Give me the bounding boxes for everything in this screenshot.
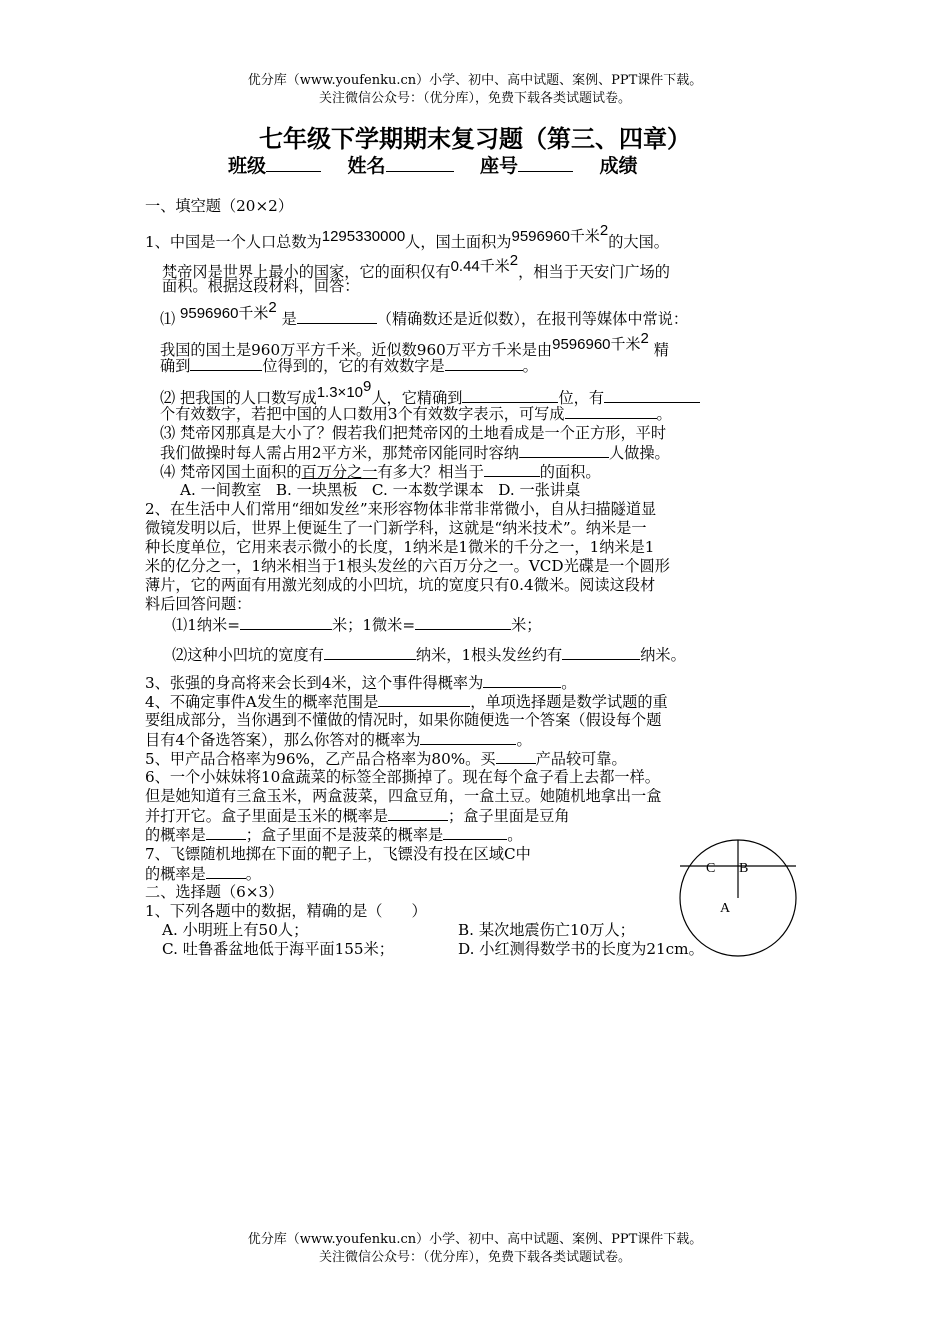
name-label: 姓名 [347, 155, 386, 177]
q4-line-3: 目有4个备选答案），那么你答对的概率为 。 [145, 731, 532, 749]
region-c-label: C [706, 861, 716, 876]
q1-part-2-line-2: 个有效数字，若把中国的人口数用3个有效数字表示，可写成 。 [160, 405, 672, 423]
region-b-label: B [739, 861, 749, 876]
q2-line-2: 微镜发明以后，世界上便诞生了一门新学科，这就是“纳米技术”。纳米是一 [145, 519, 647, 537]
score-label: 成绩 [599, 155, 638, 177]
q1-part-1-line-2: 我国的国土是960万平方千米。近似数960万平方千米是由9596960千米2 精 [160, 330, 669, 360]
q2-line-5: 薄片，它的两面有用激光刻成的小凹坑，坑的宽度只有0.4微米。阅读这段材 [145, 576, 656, 594]
q7-line-2: 的概率是 。 [145, 865, 261, 883]
footer-line-2: 关注微信公众号：（优分库），免费下载各类试题试卷。 [318, 1250, 631, 1265]
student-info-line [228, 151, 637, 178]
q5: 5、甲产品合格率为96%，乙产品合格率为80%。买 产品较可靠。 [145, 750, 627, 768]
q2-sub-1: ⑴1纳米= 米；1微米= 米； [172, 616, 542, 634]
section-2-heading: 二、选择题（6×3） [145, 883, 284, 901]
q2-line-1: 2、在生活中人们常用“细如发丝”来形容物体非常非常微小，自从扫描隧道显 [145, 500, 657, 518]
mc1-option-d: D. 小红测得数学书的长度为21cm。 [458, 940, 704, 958]
mc1-option-c: C. 吐鲁番盆地低于海平面155米； [162, 940, 394, 958]
q6-line-1: 6、一个小妹妹将10盒蔬菜的标签全部撕掉了。现在每个盒子看上去都一样。 [145, 768, 660, 786]
q6-line-3: 并打开它。盒子里面是玉米的概率是 ；盒子里面是豆角 [145, 807, 570, 825]
q2-line-6: 料后回答问题： [145, 595, 252, 613]
header-line-2: 关注微信公众号：（优分库），免费下载各类试题试卷。 [318, 91, 631, 106]
q1-part-3: ⑶ 梵帝冈那真是大小了？假若我们把梵帝冈的土地看成是一个正方形，平时 [160, 424, 667, 442]
q1-line-2: 梵帝冈是世界上最小的国家，它的面积仅有0.44千米2，相当于天安门广场的 [162, 252, 670, 282]
q6-line-2: 但是她知道有三盒玉米，两盒菠菜，四盒豆角，一盒土豆。她随机地拿出一盒 [145, 787, 662, 805]
q1-line-3: 面积。根据这段材料，回答： [162, 277, 360, 295]
q4-line-2: 要组成部分，当你遇到不懂做的情况时，如果你随便选一个答案（假设每个题 [145, 711, 662, 729]
q7-line-1: 7、飞镖随机地掷在下面的靶子上，飞镖没有投在区域C中 [145, 845, 531, 863]
q1-line-1: 1、中国是一个人口总数为1295330000人，国土面积为9596960千米2的大国。 [145, 222, 669, 252]
mc1-option-a: A. 小明班上有50人； [162, 921, 309, 939]
q1-part-3-line-2: 我们做操时每人需占用2平方米，那梵帝冈能同时容纳 人做操。 [160, 444, 670, 462]
q2-line-3: 种长度单位，它用来表示微小的长度，1纳米是1微米的千分之一，1纳米是1 [145, 538, 655, 556]
seat-label: 座号 [479, 155, 518, 177]
q1-part-4: ⑷ 梵帝冈国土面积的百万分之一有多大？相当于 的面积。 [160, 463, 601, 481]
region-a-label: A [720, 901, 731, 916]
section-1-heading: 一、填空题（20×2） [145, 197, 294, 215]
mc1-option-b: B. 某次地震伤亡10万人； [458, 921, 635, 939]
q1-options: A. 一间教室 B. 一块黑板 C. 一本数学课本 D. 一张讲桌 [180, 481, 581, 499]
q2-line-4: 米的亿分之一，1纳米相当于1根头发丝的六百万分之一。VCD光碟是一个圆形 [145, 557, 670, 575]
q4-line-1: 4、不确定事件A发生的概率范围是 ，单项选择题是数学试题的重 [145, 693, 668, 711]
q6-line-4: 的概率是 ；盒子里面不是菠菜的概率是 。 [145, 826, 523, 844]
q1-part-1: ⑴ 9596960千米2 是 （精确数还是近似数），在报刊等媒体中常说： [160, 299, 689, 329]
q1-part-1-line-3: 确到 位得到的，它的有效数字是 。 [160, 357, 538, 375]
q2-sub-2: ⑵这种小凹坑的宽度有 纳米，1根头发丝约有 纳米。 [172, 646, 686, 664]
class-label: 班级 [228, 155, 267, 177]
q1-part-2: ⑵ 把我国的人口数写成1.3×109人，它精确到 位，有 [160, 384, 700, 408]
page-title: 七年级下学期期末复习题（第三、四章） [259, 125, 691, 153]
mc1-stem: 1、下列各题中的数据，精确的是（ ） [145, 902, 427, 920]
header-line-1: 优分库（www.youfenku.cn）小学、初中、高中试题、案例、PPT课件下载。 [247, 73, 703, 88]
footer-line-1: 优分库（www.youfenku.cn）小学、初中、高中试题、案例、PPT课件下载。 [247, 1232, 703, 1247]
q3: 3、张强的身高将来会长到4米，这个事件得概率为 。 [145, 674, 577, 692]
